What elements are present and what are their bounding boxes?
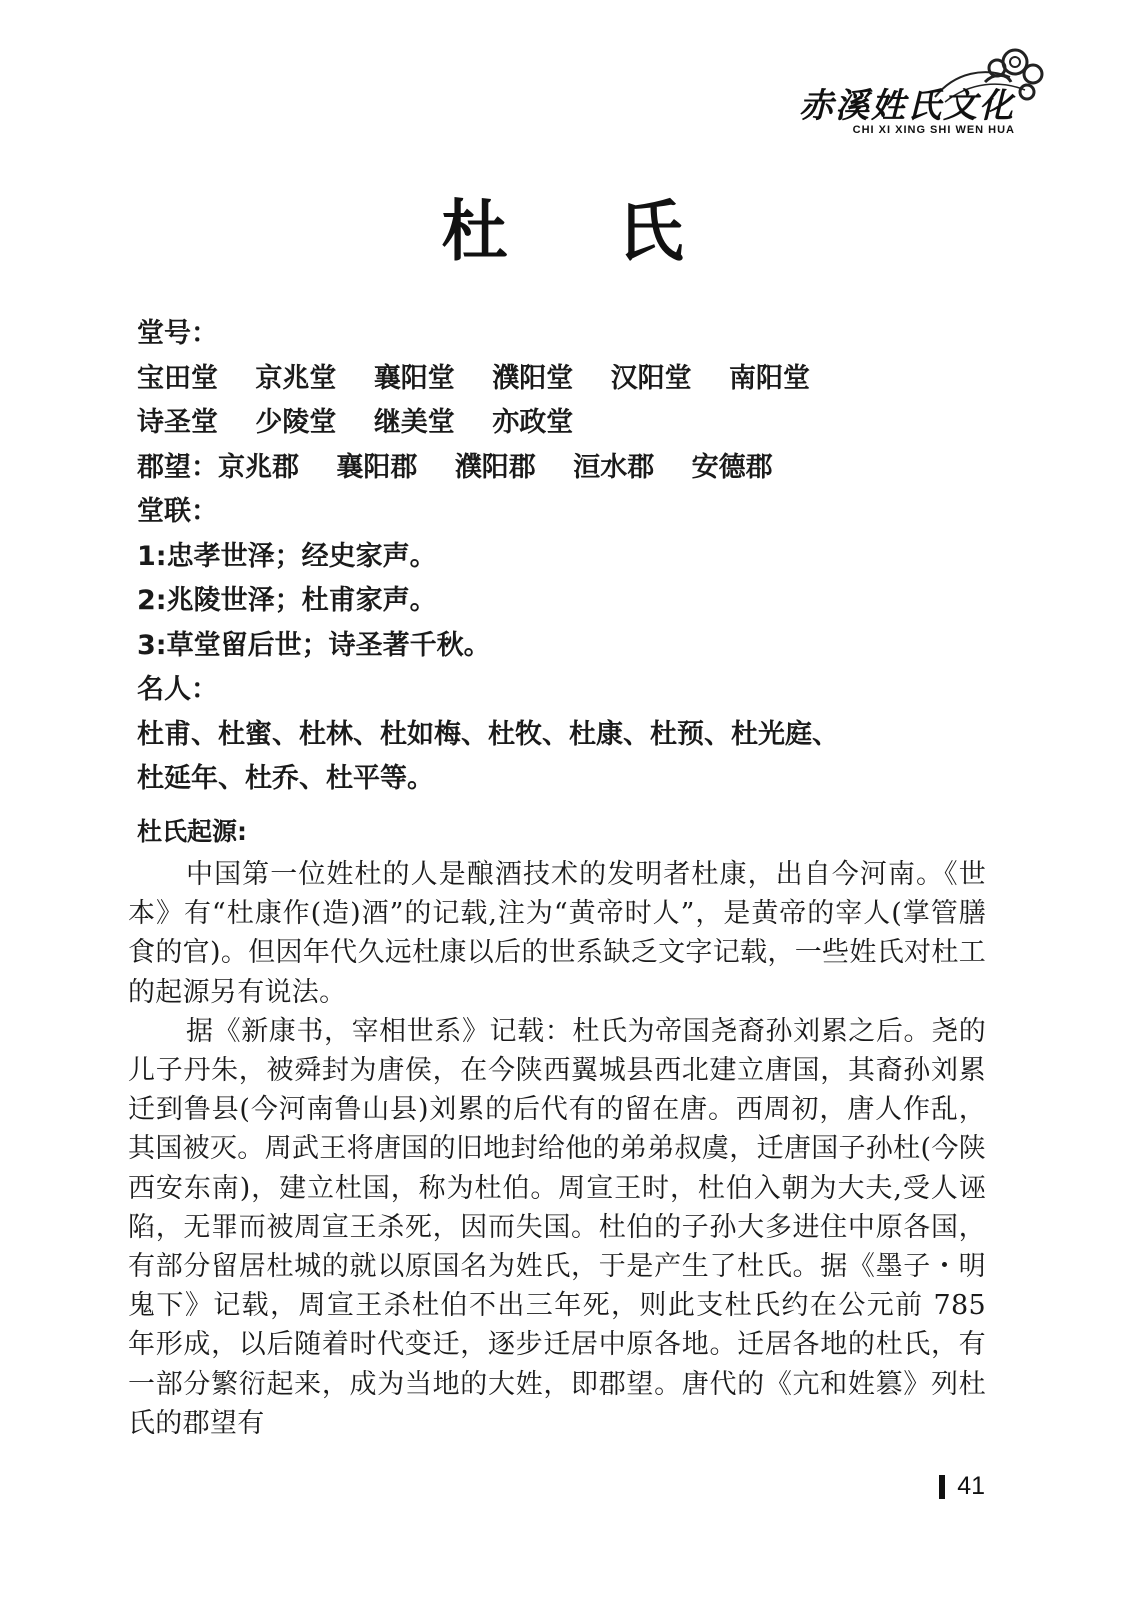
couplet-3: 3:草堂留后世；诗圣著千秋。 xyxy=(137,629,491,661)
tanglian-label: 堂联： xyxy=(137,496,218,527)
commandery-name: 洹水郡 xyxy=(573,451,655,483)
origin-heading: 杜氏起源: xyxy=(137,817,247,846)
origin-paragraph-1: 中国第一位姓杜的人是酿酒技术的发明者杜康，出自今河南。《世本》有“杜康作(造)酒”的记载,注为“黄帝时人”，是黄帝的宰人(掌管膳食的官)。但因年代久远杜康以后的世系缺乏文字记载，一些姓氏对杜工的起源另有说法。 xyxy=(128,859,986,1008)
hall-name: 南阳堂 xyxy=(729,362,811,394)
header-logo xyxy=(799,42,1045,137)
junwang-label: 郡望： xyxy=(137,451,218,483)
hall-name: 继美堂 xyxy=(373,407,455,438)
hall-name: 宝田堂 xyxy=(137,362,218,394)
hall-name: 襄阳堂 xyxy=(373,362,455,394)
commandery-name: 京兆郡 xyxy=(218,451,299,483)
page-number-bar xyxy=(939,1475,945,1499)
hall-name: 濮阳堂 xyxy=(492,362,574,394)
surname-info-block xyxy=(137,312,997,802)
origin-body xyxy=(128,855,986,1443)
hall-name: 京兆堂 xyxy=(255,362,337,394)
origin-paragraph-2: 据《新康书，宰相世系》记载：杜氏为帝国尧裔孙刘累之后。尧的儿子丹朱，被舜封为唐侯，在今陕西翼城县西北建立唐国，其裔孙刘累迁到鲁县(今河南鲁山县)刘累的后代有的留在唐。西周初，唐人作乱，其国被灭。周武王将唐国的旧地封给他的弟弟叔虞，迁唐国子孙杜(今陕西安东南)，建立杜国，称为杜伯。周宣王时，杜伯入朝为大夫,受人诬陷，无罪而被周宣王杀死，因而失国。杜伯的子孙大多进住中原各国，有部分留居杜城的就以原国名为姓氏，于是产生了杜氏。据《墨子・明鬼下》记载，周宣王杀杜伯不出三年死，则此支杜氏约在公元前 785 年形成，以后随着时代变迁，逐步迁居中原各地。迁居各地的杜氏，有一部分繁衍起来，成为当地的大姓，即郡望。唐代的《亢和姓篡》列杜氏的郡望有 xyxy=(128,1015,986,1439)
tanghao-label: 堂号： xyxy=(137,318,218,349)
famous-people-line-2: 杜延年、杜乔、杜平等。 xyxy=(137,763,434,794)
commandery-name: 襄阳郡 xyxy=(336,451,418,483)
junwang-row xyxy=(137,446,997,491)
hall-name: 汉阳堂 xyxy=(610,362,692,394)
couplet-2: 2:兆陵世泽；杜甫家声。 xyxy=(137,585,437,616)
mingren-label: 名人： xyxy=(137,674,218,705)
hall-name: 少陵堂 xyxy=(255,407,337,438)
commandery-name: 安德郡 xyxy=(691,451,773,483)
logo-pinyin-text: CHI XI XING SHI WEN HUA xyxy=(852,124,1015,136)
logo-chinese-text: 赤溪姓氏文化 xyxy=(799,86,1015,126)
hall-name: 诗圣堂 xyxy=(137,407,218,438)
tanghao-row-1 xyxy=(137,357,997,402)
hall-name: 亦政堂 xyxy=(492,407,574,438)
couplet-1: 1:忠孝世泽；经史家声。 xyxy=(137,540,437,572)
tanghao-row-2 xyxy=(137,401,997,446)
page-title: 杜氏 xyxy=(441,192,794,270)
page-number-text: 41 xyxy=(957,1472,985,1500)
page-number xyxy=(939,1472,985,1501)
famous-people-line-1: 杜甫、杜蜜、杜林、杜如梅、杜牧、杜康、杜预、杜光庭、 xyxy=(137,718,839,750)
commandery-name: 濮阳郡 xyxy=(454,451,536,483)
